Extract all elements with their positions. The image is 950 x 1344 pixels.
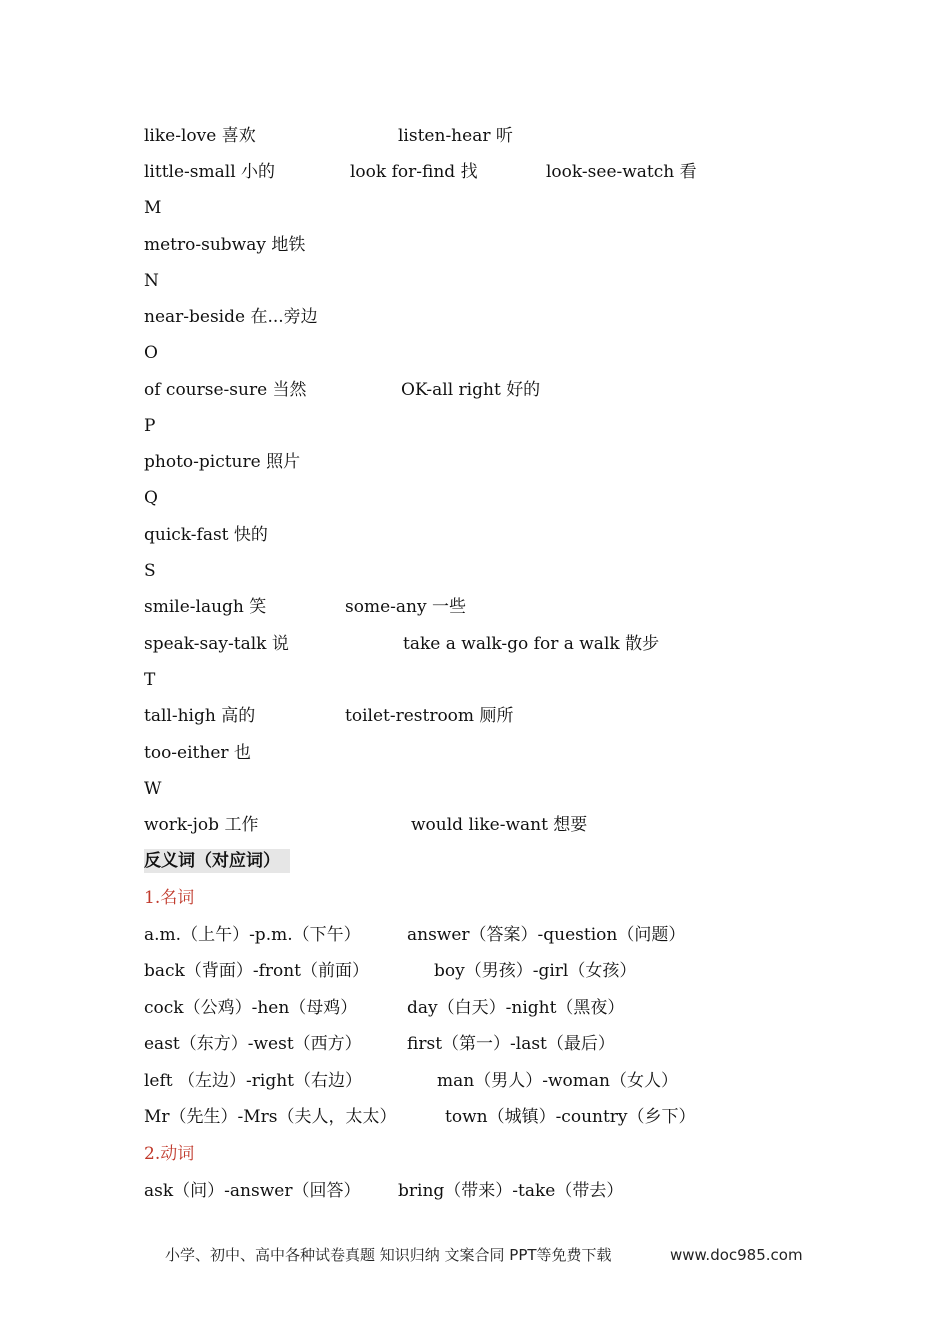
antonym-entry: ask（问）-answer（回答）: [144, 1181, 361, 1201]
vocab-row: [0, 704, 950, 728]
antonym-entry: east（东方）-west（西方）: [144, 1034, 362, 1054]
letter-heading: [0, 486, 950, 510]
antonym-entry: first（第一）-last（最后）: [407, 1034, 615, 1054]
nouns-heading: 1.名词: [144, 888, 195, 908]
vocab-entry: would like-want 想要: [411, 815, 588, 835]
antonym-entry: back（背面）-front（前面）: [144, 961, 370, 981]
letter-q: Q: [144, 488, 158, 508]
letter-heading: [0, 341, 950, 365]
vocab-row: [0, 632, 950, 656]
vocab-entry: like-love 喜欢: [144, 126, 256, 146]
vocab-row: [0, 595, 950, 619]
antonym-row: [0, 1105, 950, 1129]
antonym-entry: boy（男孩）-girl（女孩）: [434, 961, 637, 981]
antonym-row: [0, 1032, 950, 1056]
letter-w: W: [144, 779, 162, 799]
antonym-entry: day（白天）-night（黑夜）: [407, 998, 625, 1018]
antonym-entry: left （左边）-right（右边）: [144, 1071, 362, 1091]
antonym-entry: a.m.（上午）-p.m.（下午）: [144, 925, 361, 945]
footer-text: 小学、初中、高中各种试卷真题 知识归纳 文案合同 PPT等免费下载: [165, 1246, 612, 1264]
letter-n: N: [144, 271, 159, 291]
letter-heading: [0, 269, 950, 293]
antonym-entry: man（男人）-woman（女人）: [437, 1071, 678, 1091]
verbs-heading: 2.动词: [144, 1144, 195, 1164]
antonym-row: [0, 996, 950, 1020]
antonym-row: [0, 923, 950, 947]
vocab-row: [0, 378, 950, 402]
vocab-entry: little-small 小的: [144, 162, 276, 182]
letter-heading: [0, 414, 950, 438]
vocab-entry: metro-subway 地铁: [144, 235, 306, 255]
antonym-entry: Mr（先生）-Mrs（夫人，太太）: [144, 1107, 397, 1127]
vocab-entry: take a walk-go for a walk 散步: [403, 634, 660, 654]
vocab-entry: work-job 工作: [144, 815, 259, 835]
vocab-row: [0, 813, 950, 837]
letter-o: O: [144, 343, 158, 363]
vocab-entry: too-either 也: [144, 743, 251, 763]
antonym-row: [0, 959, 950, 983]
vocab-row: [0, 741, 950, 765]
letter-m: M: [144, 198, 162, 218]
antonym-entry: bring（带来）-take（带去）: [398, 1181, 624, 1201]
vocab-row: [0, 305, 950, 329]
letter-heading: [0, 777, 950, 801]
antonym-row: [0, 1179, 950, 1203]
letter-s: S: [144, 561, 156, 581]
vocab-entry: tall-high 高的: [144, 706, 256, 726]
letter-p: P: [144, 416, 156, 436]
section-title: 反义词（对应词）: [144, 849, 290, 873]
vocab-row: [0, 124, 950, 148]
vocab-entry: OK-all right 好的: [401, 380, 541, 400]
vocab-row: [0, 523, 950, 547]
footer-url[interactable]: www.doc985.com: [670, 1246, 803, 1264]
antonym-entry: answer（答案）-question（问题）: [407, 925, 686, 945]
vocab-entry: near-beside 在...旁边: [144, 307, 318, 327]
vocab-row: [0, 160, 950, 184]
vocab-row: [0, 233, 950, 257]
letter-heading: [0, 559, 950, 583]
vocab-entry: photo-picture 照片: [144, 452, 301, 472]
antonym-row: [0, 1069, 950, 1093]
vocab-entry: speak-say-talk 说: [144, 634, 289, 654]
page-footer: [0, 1243, 950, 1267]
vocab-entry: some-any 一些: [345, 597, 466, 617]
vocab-row: [0, 450, 950, 474]
vocab-entry: toilet-restroom 厕所: [345, 706, 514, 726]
subsection-heading: [0, 886, 950, 910]
antonym-entry: town（城镇）-country（乡下）: [445, 1107, 696, 1127]
vocab-entry: quick-fast 快的: [144, 525, 268, 545]
vocab-entry: look-see-watch 看: [546, 162, 697, 182]
vocab-entry: look for-find 找: [350, 162, 478, 182]
subsection-heading: [0, 1142, 950, 1166]
letter-heading: [0, 196, 950, 220]
vocab-entry: smile-laugh 笑: [144, 597, 267, 617]
letter-heading: [0, 668, 950, 692]
antonym-entry: cock（公鸡）-hen（母鸡）: [144, 998, 358, 1018]
vocab-entry: of course-sure 当然: [144, 380, 307, 400]
letter-t: T: [144, 670, 156, 690]
vocab-entry: listen-hear 听: [398, 126, 513, 146]
